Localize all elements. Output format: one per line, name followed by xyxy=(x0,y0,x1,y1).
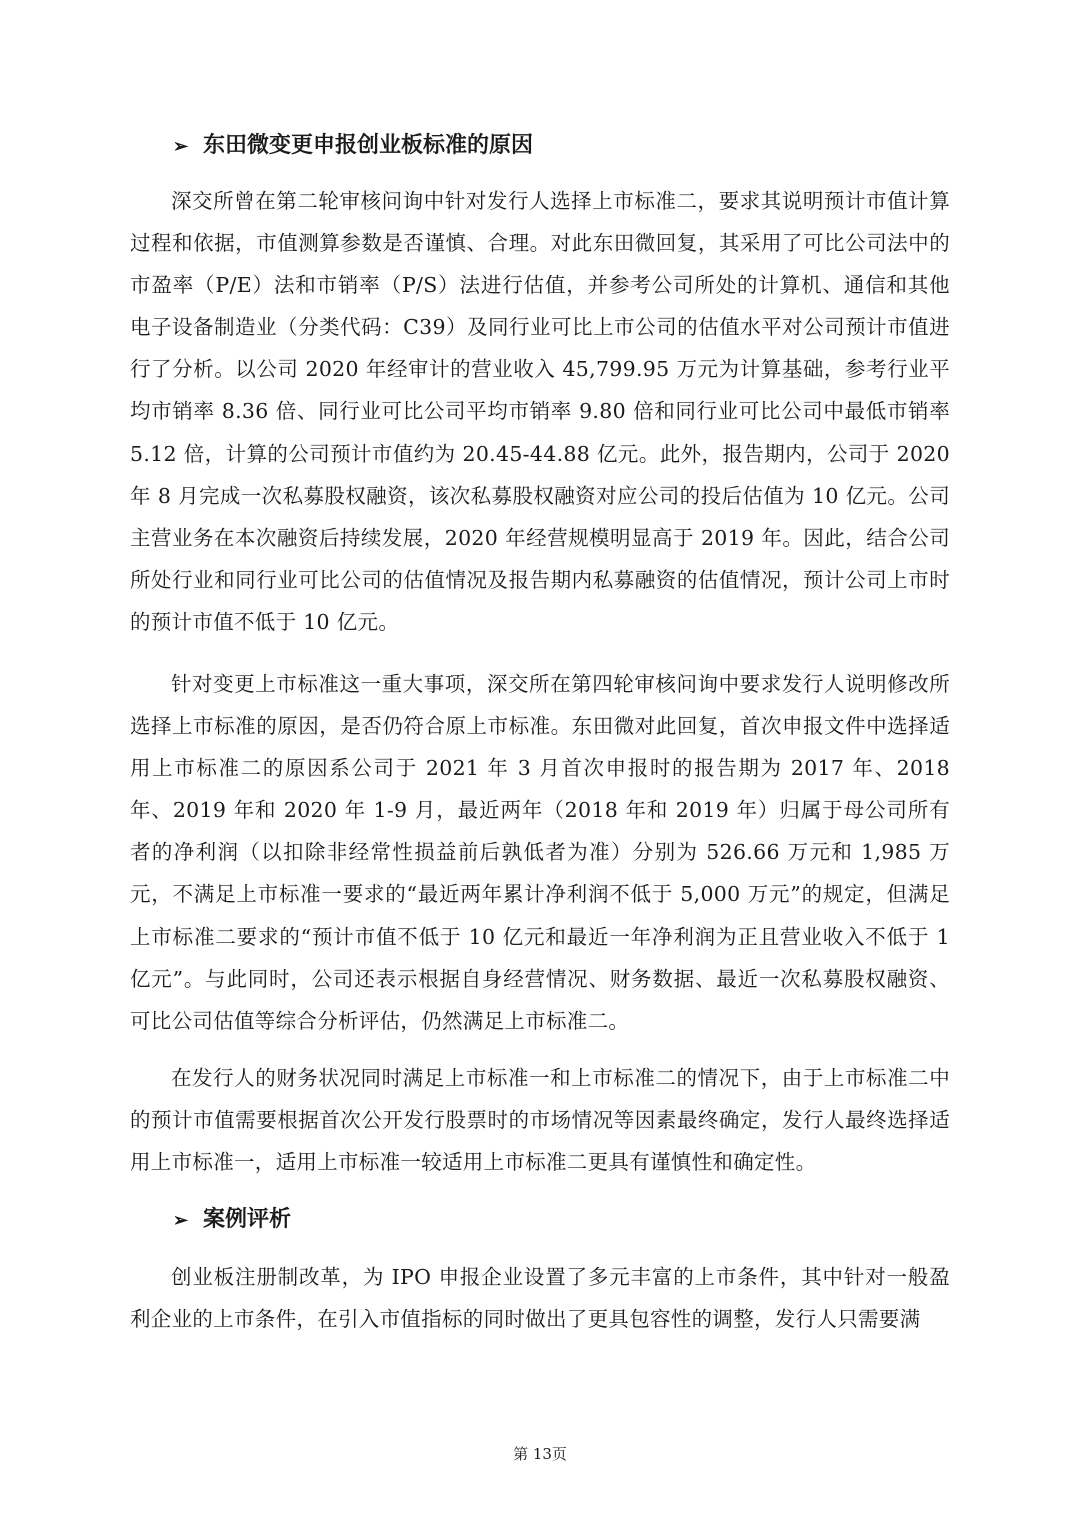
paragraph: 在发行人的财务状况同时满足上市标准一和上市标准二的情况下，由于上市标准二中的预计市值需要根据首次公开发行股票时的市场情况等因素最终确定，发行人最终选择适用上市标准一，适用上市标准一较适用上市标准二更具有谨慎性和确定性。 xyxy=(130,1066,950,1175)
section-heading-analysis xyxy=(173,1204,291,1236)
section-title: 东田微变更申报创业板标准的原因 xyxy=(203,132,534,158)
page-number: 第 13页 xyxy=(513,1445,567,1463)
paragraph: 创业板注册制改革，为 IPO 申报企业设置了多元丰富的上市条件，其中针对一般盈利企业的上市条件，在引入市值指标的同时做出了更具包容性的调整，发行人只需要满 xyxy=(130,1265,950,1332)
paragraph: 针对变更上市标准这一重大事项，深交所在第四轮审核问询中要求发行人说明修改所选择上市标准的原因，是否仍符合原上市标准。东田微对此回复，首次申报文件中选择适用上市标准二的原因系公司于 2021 年 3 月首次申报时的报告期为 2017 年、2018 年、2019 年和 2020 年 1-9 月，最近两年（2018 年和 2019 年）归属于母公司所有者的净利润（以扣除非经常性损益前后孰低者为准）分别为 526.66 万元和 1,985 万元，不满足上市标准一要求的“最近两年累计净利润不低于 5,000 万元”的规定，但满足上市标准二要求的“预计市值不低于 10 亿元和最近一年净利润为正且营业收入不低于 1 亿元”。与此同时，公司还表示根据自身经营情况、财务数据、最近一次私募股权融资、可比公司估值等综合分析评估，仍然满足上市标准二。 xyxy=(130,672,950,1033)
section-title: 案例评析 xyxy=(203,1206,292,1232)
section-heading-reason xyxy=(173,130,533,162)
arrow-bullet-icon: ➢ xyxy=(173,1210,189,1231)
paragraph: 深交所曾在第二轮审核问询中针对发行人选择上市标准二，要求其说明预计市值计算过程和依据，市值测算参数是否谨慎、合理。对此东田微回复，其采用了可比公司法中的市盈率（P/E）法和市销率（P/S）法进行估值，并参考公司所处的计算机、通信和其他电子设备制造业（分类代码：C39）及同行业可比上市公司的估值水平对公司预计市值进行了分析。以公司 2020 年经审计的营业收入 45,799.95 万元为计算基础，参考行业平均市销率 8.36 倍、同行业可比公司平均市销率 9.80 倍和同行业可比公司中最低市销率 5.12 倍，计算的公司预计市值约为 20.45-44.88 亿元。此外，报告期内，公司于 2020 年 8 月完成一次私募股权融资，该次私募股权融资对应公司的投后估值为 10 亿元。公司主营业务在本次融资后持续发展，2020 年经营规模明显高于 2019 年。因此，结合公司所处行业和同行业可比公司的估值情况及报告期内私募融资的估值情况，预计公司上市时的预计市值不低于 10 亿元。 xyxy=(130,189,950,634)
arrow-bullet-icon: ➢ xyxy=(173,136,189,157)
